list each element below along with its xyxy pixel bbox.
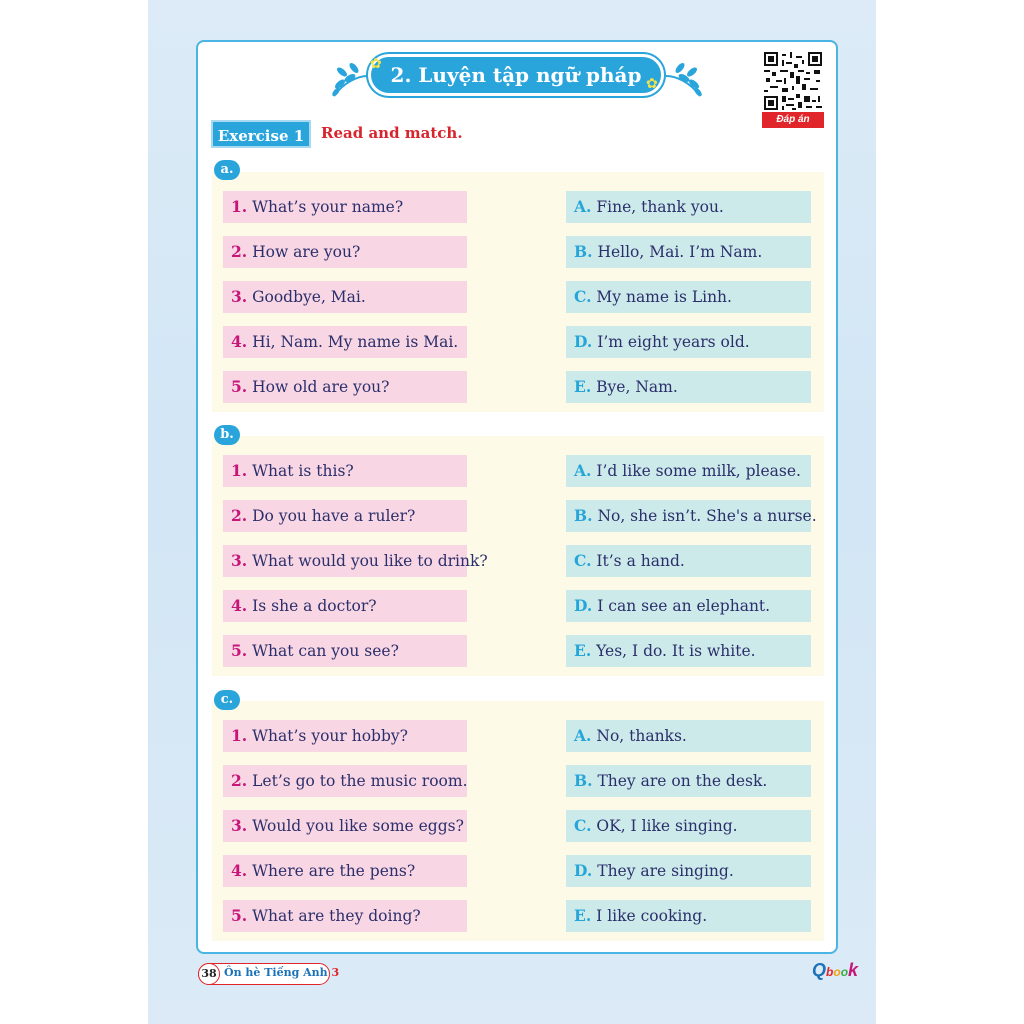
question-text: What’s your hobby? bbox=[252, 727, 408, 745]
qr-code-icon[interactable] bbox=[764, 52, 822, 110]
answer-text: They are on the desk. bbox=[597, 772, 768, 790]
answer-letter: E. bbox=[574, 641, 592, 660]
question-text: Where are the pens? bbox=[252, 862, 416, 880]
question-number: 3. bbox=[231, 816, 248, 835]
answer-text: No, she isn’t. She's a nurse. bbox=[597, 507, 817, 525]
flower-icon: ✿ bbox=[646, 76, 658, 92]
question-text: What can you see? bbox=[252, 642, 399, 660]
left-leaves-icon bbox=[330, 52, 370, 100]
answer-item[interactable] bbox=[566, 326, 811, 358]
answer-item[interactable] bbox=[566, 635, 811, 667]
answer-text: I can see an elephant. bbox=[597, 597, 771, 615]
question-number: 5. bbox=[231, 906, 248, 925]
question-text: How old are you? bbox=[252, 378, 390, 396]
section-label-a: a. bbox=[214, 160, 240, 180]
question-item[interactable] bbox=[223, 900, 467, 932]
answer-letter: C. bbox=[574, 287, 592, 306]
publisher-logo: Qbook bbox=[812, 960, 859, 980]
question-number: 3. bbox=[231, 551, 248, 570]
question-number: 2. bbox=[231, 242, 248, 261]
page-number: 38 bbox=[198, 963, 220, 985]
answer-text: Hello, Mai. I’m Nam. bbox=[597, 243, 763, 261]
question-item[interactable] bbox=[223, 191, 467, 223]
answer-item[interactable] bbox=[566, 765, 811, 797]
question-item[interactable] bbox=[223, 371, 467, 403]
question-item[interactable] bbox=[223, 855, 467, 887]
exercise-instruction: Read and match. bbox=[321, 124, 463, 142]
answer-text: Fine, thank you. bbox=[596, 198, 724, 216]
question-text: Let’s go to the music room. bbox=[252, 772, 468, 790]
answer-item[interactable] bbox=[566, 855, 811, 887]
question-item[interactable] bbox=[223, 281, 467, 313]
answer-letter: E. bbox=[574, 906, 592, 925]
answer-text: I like cooking. bbox=[596, 907, 708, 925]
section-label-b: b. bbox=[214, 425, 240, 445]
answer-text: It’s a hand. bbox=[596, 552, 685, 570]
question-number: 4. bbox=[231, 861, 248, 880]
answer-letter: D. bbox=[574, 596, 593, 615]
question-item[interactable] bbox=[223, 720, 467, 752]
question-number: 2. bbox=[231, 771, 248, 790]
right-leaves-icon bbox=[664, 52, 704, 100]
question-item[interactable] bbox=[223, 236, 467, 268]
question-text: How are you? bbox=[252, 243, 361, 261]
answer-letter: D. bbox=[574, 332, 593, 351]
question-number: 1. bbox=[231, 726, 248, 745]
answer-item[interactable] bbox=[566, 900, 811, 932]
question-item[interactable] bbox=[223, 810, 467, 842]
answer-text: I’m eight years old. bbox=[597, 333, 750, 351]
answer-letter: A. bbox=[574, 461, 592, 480]
answer-text: No, thanks. bbox=[596, 727, 687, 745]
question-item[interactable] bbox=[223, 545, 488, 577]
question-text: Would you like some eggs? bbox=[252, 817, 464, 835]
question-text: Is she a doctor? bbox=[252, 597, 377, 615]
answer-item[interactable] bbox=[566, 545, 811, 577]
answer-text: They are singing. bbox=[597, 862, 734, 880]
answer-text: I’d like some milk, please. bbox=[596, 462, 801, 480]
answer-letter: B. bbox=[574, 771, 593, 790]
question-text: What are they doing? bbox=[252, 907, 421, 925]
answer-letter: B. bbox=[574, 506, 593, 525]
question-text: Hi, Nam. My name is Mai. bbox=[252, 333, 459, 351]
question-text: Goodbye, Mai. bbox=[252, 288, 366, 306]
answer-item[interactable] bbox=[566, 500, 817, 532]
answer-letter: C. bbox=[574, 551, 592, 570]
question-number: 1. bbox=[231, 197, 248, 216]
book-title-text: Ôn hè Tiếng Anh bbox=[224, 966, 328, 979]
answer-item[interactable] bbox=[566, 191, 811, 223]
answer-item[interactable] bbox=[566, 236, 811, 268]
answer-letter: E. bbox=[574, 377, 592, 396]
answer-letter: A. bbox=[574, 197, 592, 216]
question-number: 5. bbox=[231, 641, 248, 660]
answer-item[interactable] bbox=[566, 720, 811, 752]
section-label-c: c. bbox=[214, 690, 240, 710]
answer-letter: D. bbox=[574, 861, 593, 880]
answer-text: My name is Linh. bbox=[596, 288, 732, 306]
answer-text: OK, I like singing. bbox=[596, 817, 738, 835]
question-number: 5. bbox=[231, 377, 248, 396]
question-text: What would you like to drink? bbox=[252, 552, 488, 570]
answer-text: Yes, I do. It is white. bbox=[596, 642, 756, 660]
answer-letter: B. bbox=[574, 242, 593, 261]
answer-item[interactable] bbox=[566, 590, 811, 622]
answer-item[interactable] bbox=[566, 455, 811, 487]
answer-key-label[interactable]: Đáp án bbox=[762, 112, 824, 128]
answer-letter: C. bbox=[574, 816, 592, 835]
exercise-badge: Exercise 1 bbox=[211, 120, 311, 148]
question-item[interactable] bbox=[223, 500, 467, 532]
answer-item[interactable] bbox=[566, 810, 811, 842]
question-number: 2. bbox=[231, 506, 248, 525]
book-title bbox=[224, 966, 339, 979]
question-number: 4. bbox=[231, 596, 248, 615]
question-number: 4. bbox=[231, 332, 248, 351]
question-text: Do you have a ruler? bbox=[252, 507, 416, 525]
flower-icon: ✿ bbox=[370, 56, 382, 72]
question-item[interactable] bbox=[223, 590, 467, 622]
answer-item[interactable] bbox=[566, 281, 811, 313]
question-item[interactable] bbox=[223, 455, 467, 487]
question-number: 1. bbox=[231, 461, 248, 480]
answer-text: Bye, Nam. bbox=[596, 378, 678, 396]
book-grade: 3 bbox=[331, 966, 340, 979]
answer-letter: A. bbox=[574, 726, 592, 745]
question-number: 3. bbox=[231, 287, 248, 306]
question-item[interactable] bbox=[223, 326, 467, 358]
page-title: 2. Luyện tập ngữ pháp bbox=[368, 54, 664, 96]
question-text: What is this? bbox=[252, 462, 354, 480]
answer-item[interactable] bbox=[566, 371, 811, 403]
question-text: What’s your name? bbox=[252, 198, 404, 216]
question-item[interactable] bbox=[223, 765, 467, 797]
question-item[interactable] bbox=[223, 635, 467, 667]
